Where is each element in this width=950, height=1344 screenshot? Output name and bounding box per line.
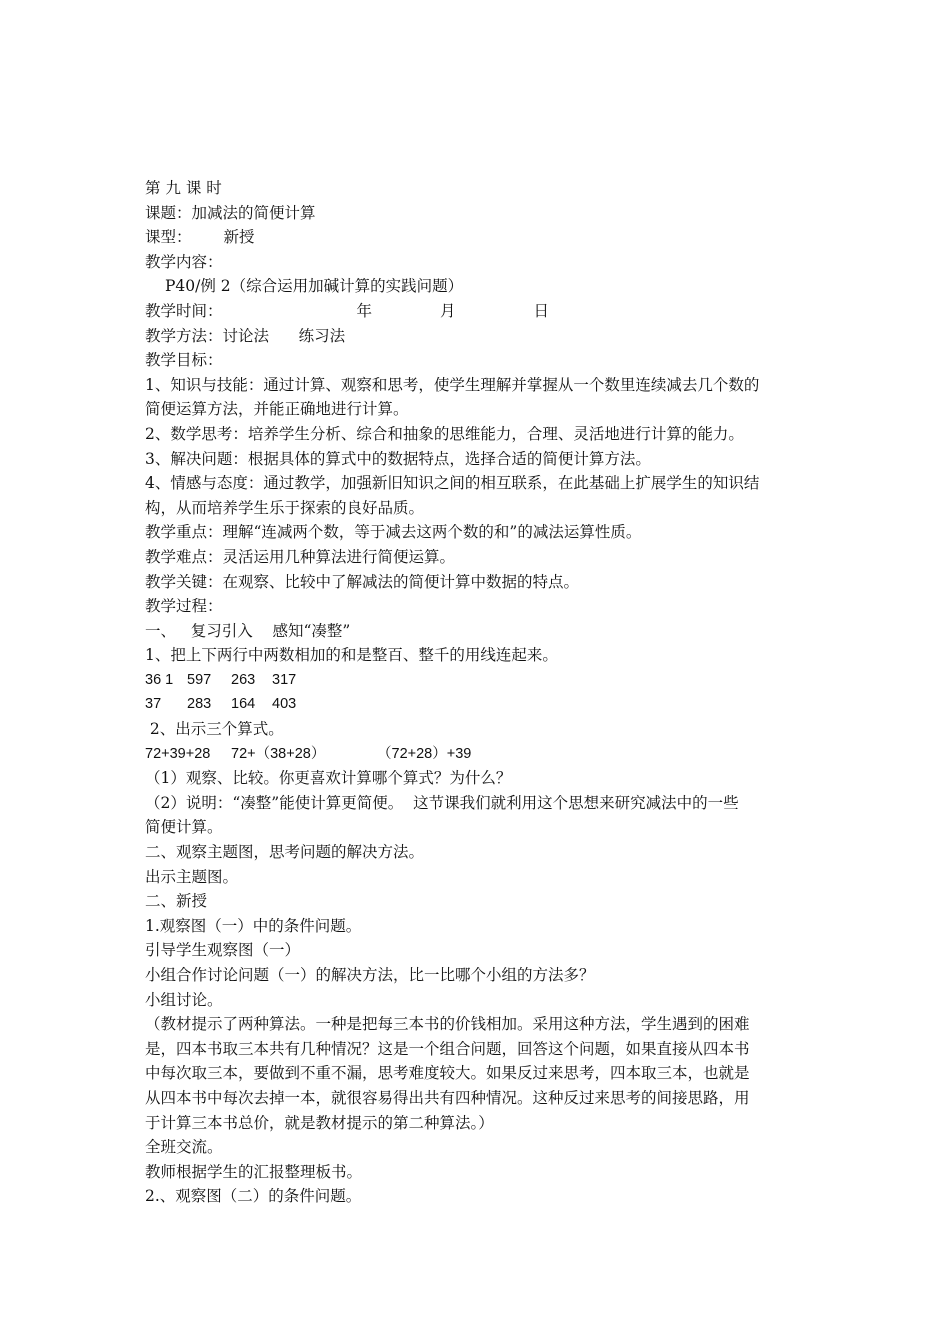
number-row-2 [145,692,815,717]
section-3-heading: 二、新授 [145,892,208,911]
number-cell: 263 [231,671,256,688]
goal-4-line-1: 4、情感与态度：通过教学，加强新旧知识之间的相互联系，在此基础上扩展学生的知识结 [145,474,760,493]
number-cell: 164 [231,696,256,713]
goal-2: 2、数学思考：培养学生分析、综合和抽象的思维能力，合理、灵活地进行计算的能力。 [145,424,744,443]
question-1: （1）观察、比较。你更喜欢计算哪个算式？为什么？ [145,769,512,788]
teaching-time-day: 日 [533,301,550,320]
teaching-process-label: 教学过程： [145,597,223,616]
note-line-5: 于计算三本书总价，就是教材提示的第二种算法。） [145,1113,494,1132]
note-line-2: 是，四本书取三本共有几种情况？这是一个组合问题，回答这个问题，如果直接从四本书 [145,1039,750,1058]
show-theme-image: 出示主题图。 [145,867,239,886]
note-line-3: 中每次取三本，要做到不重不漏，思考难度较大。如果反过来思考，四本取三本，也就是 [145,1064,750,1083]
number-cell: 36 1 [145,671,174,688]
teaching-content-value: P40/例 2（综合运用加碱计算的实践问题） [165,277,464,296]
expression: （72+28）+39 [377,745,472,762]
class-share: 全班交流。 [145,1138,223,1157]
lesson-topic: 课题：加减法的简便计算 [145,203,316,222]
section-3-item-2: 2.、观察图（二）的条件问题。 [145,1187,362,1206]
section-1-heading: 一、 复习引入 感知“凑整” [145,621,351,640]
guide-observe: 引导学生观察图（一） [145,941,301,960]
lesson-number: 第 九 课 时 [145,179,222,197]
note-line-1: （教材提示了两种算法。一种是把每三本书的价钱相加。采用这种方法，学生遇到的困难 [145,1015,750,1034]
group-task: 小组合作讨论问题（一）的解决方法，比一比哪个小组的方法多？ [145,966,595,984]
teaching-key: 教学关键：在观察、比较中了解减法的简便计算中数据的特点。 [145,572,580,591]
number-cell: 37 [145,696,162,713]
teaching-key-point: 教学重点：理解“连减两个数，等于减去这两个数的和”的减法运算性质。 [145,523,642,542]
number-row-1 [145,668,815,693]
number-cell: 283 [187,696,212,713]
teaching-method: 教学方法：讨论法 练习法 [145,326,346,345]
goal-1-line-2: 简便运算方法，并能正确地进行计算。 [145,400,409,419]
goal-3: 3、解决问题：根据具体的算式中的数据特点，选择合适的简便计算方法。 [145,449,651,468]
teaching-time-year: 年 [356,301,373,320]
lesson-plan-page [145,176,815,1209]
teaching-time [145,299,815,324]
number-cell: 597 [187,671,212,688]
teacher-board: 教师根据学生的汇报整理板书。 [145,1162,363,1181]
expression: 72+（38+28） [231,745,326,762]
section-1-item-2: 2、出示三个算式。 [145,720,284,739]
number-cell: 403 [272,696,297,713]
section-3-item-1: 1.观察图（一）中的条件问题。 [145,916,362,935]
teaching-difficulty: 教学难点：灵活运用几种算法进行简便运算。 [145,547,456,566]
expression-row [145,742,815,767]
number-cell: 317 [272,671,297,688]
teaching-goals-label: 教学目标： [145,351,223,370]
note-line-4: 从四本书中每次去掉一本，就很容易得出共有四种情况。这种反过来思考的间接思路，用 [145,1088,750,1107]
teaching-content-label: 教学内容： [145,252,223,271]
expression: 72+39+28 [145,745,211,762]
goal-4-line-2: 构，从而培养学生乐于探索的良好品质。 [145,498,425,517]
teaching-time-label: 教学时间： [145,301,223,320]
lesson-type-value: 新授 [223,228,255,247]
goal-1-line-1: 1、知识与技能：通过计算、观察和思考，使学生理解并掌握从一个数里连续减去几个数的 [145,375,760,394]
question-2-line-1: （2）说明：“凑整”能使计算更简便。 这节课我们就利用这个思想来研究减法中的一些 [145,793,739,812]
group-discussion: 小组讨论。 [145,990,223,1009]
lesson-type-label: 课型： [145,228,192,247]
section-1-item-1: 1、把上下两行中两数相加的和是整百、整千的用线连起来。 [145,646,558,665]
teaching-time-month: 月 [440,301,456,320]
section-2-heading: 二、观察主题图，思考问题的解决方法。 [145,843,425,862]
lesson-type [145,225,815,250]
question-2-line-2: 简便计算。 [145,818,223,837]
